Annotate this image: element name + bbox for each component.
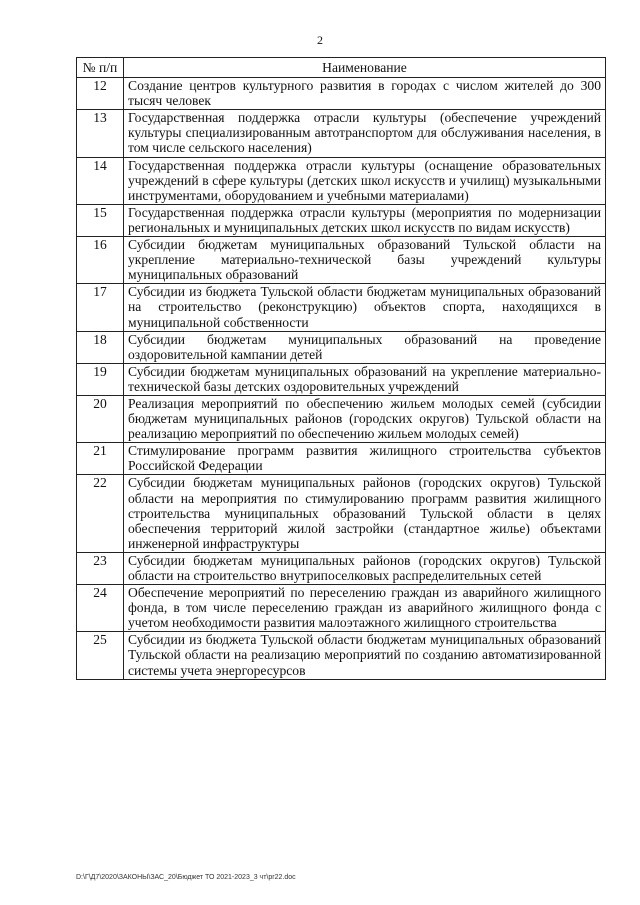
row-number: 16 <box>77 237 124 284</box>
row-name: Государственная поддержка отрасли культуры (оснащение образовательных учреждений в сфере культуры (детских школ искусств и училищ) музыкальными инструментами, оборудованием и учебными материалами) <box>124 157 606 204</box>
table-row <box>77 443 606 475</box>
row-number: 19 <box>77 363 124 395</box>
table-row <box>77 475 606 552</box>
row-name: Государственная поддержка отрасли культуры (мероприятия по модернизации региональных и муниципальных детских школ искусств по видам искусств) <box>124 204 606 236</box>
table-row <box>77 395 606 442</box>
row-name: Создание центров культурного развития в городах с числом жителей до 300 тысяч человек <box>124 78 606 110</box>
file-path-footer: D:\Г\Д7\2020\ЗАКОНЫ\ЗАС_20\Бюджет ТО 2021-2023_3 чт\pr22.doc <box>76 874 296 881</box>
row-number: 24 <box>77 585 124 632</box>
table-row <box>77 204 606 236</box>
budget-items-table <box>76 57 606 680</box>
row-name: Субсидии бюджетам муниципальных районов (городских округов) Тульской области на мероприятия по стимулированию программ развития жилищного строительства муниципальных образований Тульской области в целях обеспечения территорий жилой застройки (стандартное жилье) объектами инженерной инфраструктуры <box>124 475 606 552</box>
header-name: Наименование <box>124 58 606 78</box>
row-name: Субсидии бюджетам муниципальных образований на проведение оздоровительной кампании детей <box>124 331 606 363</box>
table-header-row <box>77 58 606 78</box>
row-number: 20 <box>77 395 124 442</box>
row-name: Реализация мероприятий по обеспечению жильем молодых семей (субсидии бюджетам муниципальных районов (городских округов) Тульской области на реализацию мероприятий по обеспечению жильем молодых семей) <box>124 395 606 442</box>
row-number: 14 <box>77 157 124 204</box>
row-number: 22 <box>77 475 124 552</box>
row-name: Государственная поддержка отрасли культуры (обеспечение учреждений культуры специализированным автотранспортом для обслуживания населения, в том числе сельского населения) <box>124 110 606 157</box>
row-number: 25 <box>77 632 124 679</box>
row-number: 12 <box>77 78 124 110</box>
row-number: 13 <box>77 110 124 157</box>
table-row <box>77 585 606 632</box>
row-number: 17 <box>77 284 124 331</box>
row-name: Субсидии бюджетам муниципальных образований на укрепление материально-технической базы детских оздоровительных учреждений <box>124 363 606 395</box>
row-name: Стимулирование программ развития жилищного строительства субъектов Российской Федерации <box>124 443 606 475</box>
table-row <box>77 632 606 679</box>
row-name: Субсидии бюджетам муниципальных образований Тульской области на укрепление материально-технической базы учреждений культуры муниципальных образований <box>124 237 606 284</box>
table-row <box>77 110 606 157</box>
row-number: 23 <box>77 552 124 584</box>
row-number: 21 <box>77 443 124 475</box>
row-name: Обеспечение мероприятий по переселению граждан из аварийного жилищного фонда, в том числе переселению граждан из аварийного жилищного фонда с учетом необходимости развития малоэтажного жилищного строительства <box>124 585 606 632</box>
row-number: 18 <box>77 331 124 363</box>
table-row <box>77 157 606 204</box>
table-row <box>77 237 606 284</box>
page-number: 2 <box>317 33 323 47</box>
row-name: Субсидии из бюджета Тульской области бюджетам муниципальных образований Тульской области на реализацию мероприятий по созданию автоматизированной системы учета энергоресурсов <box>124 632 606 679</box>
table-row <box>77 552 606 584</box>
row-number: 15 <box>77 204 124 236</box>
row-name: Субсидии бюджетам муниципальных районов (городских округов) Тульской области на строительство внутрипоселковых распределительных сетей <box>124 552 606 584</box>
row-name: Субсидии из бюджета Тульской области бюджетам муниципальных образований на строительство (реконструкцию) объектов спорта, находящихся в муниципальной собственности <box>124 284 606 331</box>
header-number: № п/п <box>77 58 124 78</box>
table-row <box>77 363 606 395</box>
table-row <box>77 78 606 110</box>
table-row <box>77 284 606 331</box>
table-row <box>77 331 606 363</box>
